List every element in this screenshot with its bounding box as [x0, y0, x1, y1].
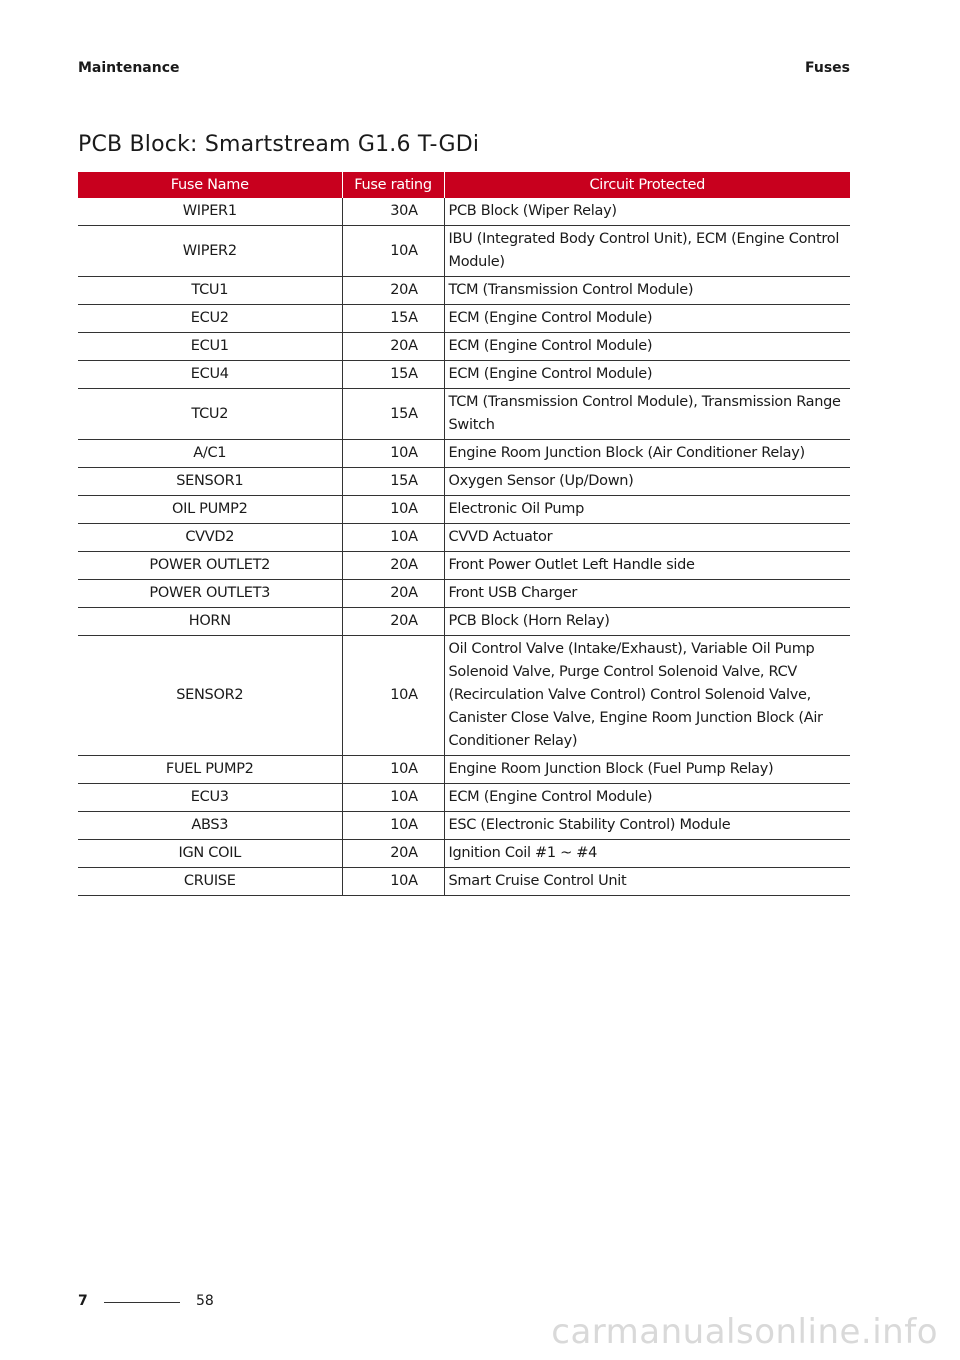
- fuse-name-cell: FUEL PUMP2: [78, 756, 342, 784]
- fuse-name-cell: ECU3: [78, 784, 342, 812]
- fuse-name-cell: ECU2: [78, 305, 342, 333]
- circuit-protected-cell: Engine Room Junction Block (Air Conditioner Relay): [444, 440, 850, 468]
- table-row: [78, 608, 850, 636]
- fuse-rating-cell: 20A: [342, 277, 444, 305]
- table-row: [78, 468, 850, 496]
- table-row: [78, 840, 850, 868]
- circuit-protected-cell: TCM (Transmission Control Module): [444, 277, 850, 305]
- fuse-rating-cell: 10A: [342, 440, 444, 468]
- fuse-rating-cell: 20A: [342, 840, 444, 868]
- column-header-fuse-rating: Fuse rating: [342, 172, 444, 198]
- fuse-name-cell: IGN COIL: [78, 840, 342, 868]
- column-header-fuse-name: Fuse Name: [78, 172, 342, 198]
- fuse-table: [78, 172, 850, 896]
- table-row: [78, 812, 850, 840]
- table-row: [78, 333, 850, 361]
- fuse-rating-cell: 10A: [342, 812, 444, 840]
- fuse-name-cell: POWER OUTLET3: [78, 580, 342, 608]
- header-section-label: Maintenance: [78, 60, 180, 76]
- circuit-protected-cell: ECM (Engine Control Module): [444, 361, 850, 389]
- fuse-name-cell: SENSOR1: [78, 468, 342, 496]
- table-row: [78, 580, 850, 608]
- fuse-rating-cell: 10A: [342, 784, 444, 812]
- fuse-rating-cell: 15A: [342, 468, 444, 496]
- table-row: [78, 277, 850, 305]
- fuse-name-cell: CRUISE: [78, 868, 342, 896]
- table-body: [78, 198, 850, 896]
- fuse-rating-cell: 10A: [342, 496, 444, 524]
- fuse-rating-cell: 15A: [342, 361, 444, 389]
- circuit-protected-cell: ECM (Engine Control Module): [444, 305, 850, 333]
- circuit-protected-cell: ECM (Engine Control Module): [444, 333, 850, 361]
- fuse-name-cell: TCU2: [78, 389, 342, 440]
- fuse-rating-cell: 10A: [342, 524, 444, 552]
- fuse-name-cell: A/C1: [78, 440, 342, 468]
- fuse-name-cell: SENSOR2: [78, 636, 342, 756]
- fuse-rating-cell: 15A: [342, 305, 444, 333]
- fuse-name-cell: TCU1: [78, 277, 342, 305]
- fuse-name-cell: POWER OUTLET2: [78, 552, 342, 580]
- fuse-rating-cell: 15A: [342, 389, 444, 440]
- table-header-row: [78, 172, 850, 198]
- circuit-protected-cell: ESC (Electronic Stability Control) Module: [444, 812, 850, 840]
- fuse-name-cell: WIPER1: [78, 198, 342, 226]
- fuse-name-cell: OIL PUMP2: [78, 496, 342, 524]
- header-topic-label: Fuses: [805, 60, 850, 76]
- fuse-rating-cell: 20A: [342, 333, 444, 361]
- table-row: [78, 440, 850, 468]
- fuse-rating-cell: 10A: [342, 636, 444, 756]
- page-number: 58: [196, 1293, 214, 1309]
- fuse-rating-cell: 10A: [342, 226, 444, 277]
- fuse-name-cell: CVVD2: [78, 524, 342, 552]
- circuit-protected-cell: CVVD Actuator: [444, 524, 850, 552]
- column-header-circuit-protected: Circuit Protected: [444, 172, 850, 198]
- table-row: [78, 756, 850, 784]
- circuit-protected-cell: Engine Room Junction Block (Fuel Pump Relay): [444, 756, 850, 784]
- table-row: [78, 524, 850, 552]
- table-row: [78, 496, 850, 524]
- fuse-rating-cell: 30A: [342, 198, 444, 226]
- circuit-protected-cell: IBU (Integrated Body Control Unit), ECM (Engine Control Module): [444, 226, 850, 277]
- circuit-protected-cell: Electronic Oil Pump: [444, 496, 850, 524]
- watermark: carmanualsonline.info: [551, 1312, 938, 1352]
- circuit-protected-cell: Front USB Charger: [444, 580, 850, 608]
- table-row: [78, 784, 850, 812]
- table-row: [78, 552, 850, 580]
- table-row: [78, 361, 850, 389]
- fuse-name-cell: WIPER2: [78, 226, 342, 277]
- fuse-rating-cell: 20A: [342, 580, 444, 608]
- circuit-protected-cell: Smart Cruise Control Unit: [444, 868, 850, 896]
- circuit-protected-cell: PCB Block (Wiper Relay): [444, 198, 850, 226]
- circuit-protected-cell: ECM (Engine Control Module): [444, 784, 850, 812]
- fuse-name-cell: ECU4: [78, 361, 342, 389]
- circuit-protected-cell: Ignition Coil #1 ~ #4: [444, 840, 850, 868]
- circuit-protected-cell: Oil Control Valve (Intake/Exhaust), Variable Oil Pump Solenoid Valve, Purge Control Solenoid Valve, RCV (Recirculation Valve Control) Control Solenoid Valve, Canister Close Valve, Engine Room Junction Block (Air Conditioner Relay): [444, 636, 850, 756]
- circuit-protected-cell: TCM (Transmission Control Module), Transmission Range Switch: [444, 389, 850, 440]
- fuse-name-cell: ECU1: [78, 333, 342, 361]
- circuit-protected-cell: PCB Block (Horn Relay): [444, 608, 850, 636]
- table-row: [78, 868, 850, 896]
- footer-divider: [104, 1302, 180, 1303]
- circuit-protected-cell: Front Power Outlet Left Handle side: [444, 552, 850, 580]
- fuse-rating-cell: 10A: [342, 868, 444, 896]
- table-row: [78, 636, 850, 756]
- fuse-rating-cell: 20A: [342, 608, 444, 636]
- fuse-name-cell: ABS3: [78, 812, 342, 840]
- fuse-rating-cell: 10A: [342, 756, 444, 784]
- table-row: [78, 389, 850, 440]
- chapter-number: 7: [78, 1293, 88, 1309]
- fuse-name-cell: HORN: [78, 608, 342, 636]
- table-row: [78, 226, 850, 277]
- fuse-rating-cell: 20A: [342, 552, 444, 580]
- circuit-protected-cell: Oxygen Sensor (Up/Down): [444, 468, 850, 496]
- table-row: [78, 198, 850, 226]
- page-title: PCB Block: Smartstream G1.6 T-GDi: [78, 132, 480, 157]
- table-row: [78, 305, 850, 333]
